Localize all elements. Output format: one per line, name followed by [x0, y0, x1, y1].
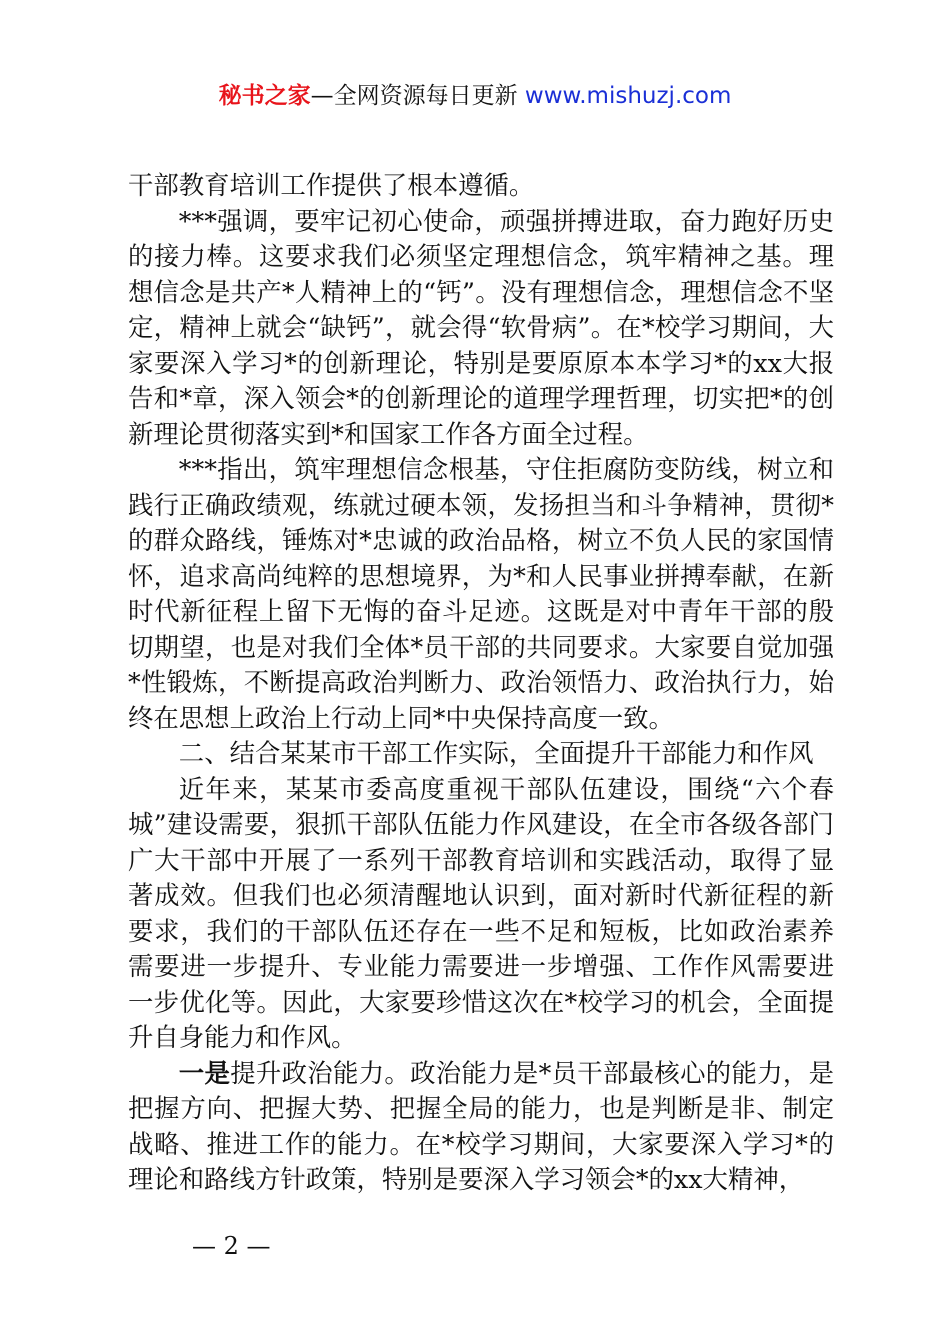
paragraph: ***强调，要牢记初心使命，顽强拼搏进取，奋力跑好历史的接力棒。这要求我们必须坚定理想信念，筑牢精神之基。理想信念是共产*人精神上的“钙”。没有理想信念，理想信念不坚定，精神上就会“缺钙”，就会得“软骨病”。在*校学习期间，大家要深入学习*的创新理论，特别是要原原本本学习*的xx大报告和*章，深入领会*的创新理论的道理学理哲理，切实把*的创新理论贯彻落实到*和国家工作各方面全过程。	[128, 205, 834, 449]
page-number: — 2 —	[192, 1232, 271, 1260]
site-header	[0, 78, 950, 114]
brand-name: 秘书之家	[218, 83, 311, 109]
document-body	[128, 168, 834, 1198]
paragraph	[128, 1056, 834, 1198]
header-tagline: —全网资源每日更新	[310, 83, 525, 109]
paragraph-continuation: 干部教育培训工作提供了根本遵循。	[128, 170, 535, 200]
paragraph: ***指出，筑牢理想信念根基，守住拒腐防变防线，树立和践行正确政绩观，练就过硬本领，发扬担当和斗争精神，贯彻*的群众路线，锤炼对*忠诚的政治品格，树立不负人民的家国情怀，追求高尚纯粹的思想境界，为*和人民事业拼搏奉献，在新时代新征程上留下无悔的奋斗足迹。这既是对中青年干部的殷切期望，也是对我们全体*员干部的共同要求。大家要自觉加强*性锻炼，不断提高政治判断力、政治领悟力、政治执行力，始终在思想上政治上行动上同*中央保持高度一致。	[128, 454, 834, 733]
paragraph-lead: 一是	[178, 1057, 231, 1088]
section-heading: 二、结合某某市干部工作实际，全面提升干部能力和作风	[178, 738, 814, 768]
site-url-link[interactable]: www.mishuzj.com	[524, 83, 732, 109]
paragraph-text: 提升政治能力。政治能力是*员干部最核心的能力，是把握方向、把握大势、把握全局的能力，也是判断是非、制定战略、推进工作的能力。在*校学习期间，大家要深入学习*的理论和路线方针政策，特别是要深入学习领会*的xx大精神，	[128, 1057, 834, 1194]
paragraph: 近年来，某某市委高度重视干部队伍建设，围绕“六个春城”建设需要，狠抓干部队伍能力作风建设，在全市各级各部门广大干部中开展了一系列干部教育培训和实践活动，取得了显著成效。但我们也必须清醒地认识到，面对新时代新征程的新要求，我们的干部队伍还存在一些不足和短板，比如政治素养需要进一步提升、专业能力需要进一步增强、工作作风需要进一步优化等。因此，大家要珍惜这次在*校学习的机会，全面提升自身能力和作风。	[128, 773, 834, 1052]
